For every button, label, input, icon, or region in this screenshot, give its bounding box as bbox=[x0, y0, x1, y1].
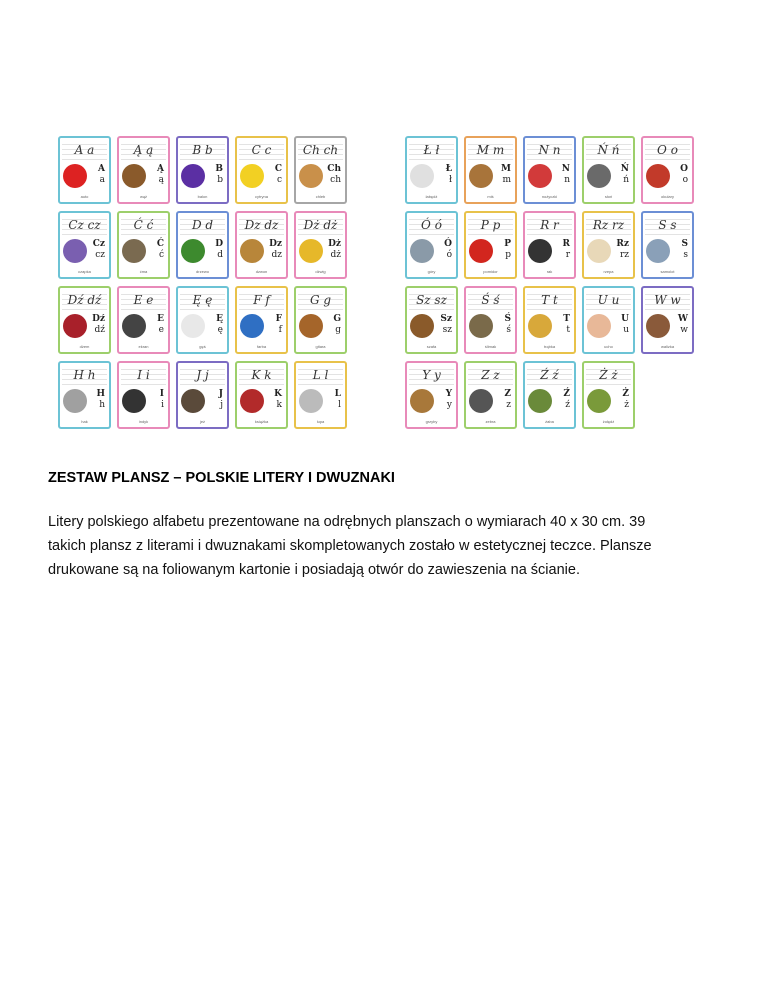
letter-card bbox=[235, 211, 288, 279]
letter-card bbox=[405, 361, 458, 429]
lowercase-letter: ó bbox=[446, 250, 452, 260]
lowercase-letter: y bbox=[446, 400, 452, 410]
example-word: ślimak bbox=[484, 344, 497, 349]
example-word: książka bbox=[254, 419, 269, 424]
uppercase-letter: Ó bbox=[444, 239, 452, 249]
letter-card bbox=[117, 361, 170, 429]
lowercase-letter: k bbox=[276, 400, 282, 410]
lowercase-letter: cz bbox=[95, 250, 105, 260]
letter-card bbox=[294, 361, 347, 429]
letter-card bbox=[117, 136, 170, 204]
cursive-letter: Ź ź bbox=[527, 365, 572, 385]
illustration-icon bbox=[240, 239, 264, 263]
cursive-letter: Dz dz bbox=[239, 215, 284, 235]
illustration-icon bbox=[587, 314, 611, 338]
illustration-icon bbox=[528, 239, 552, 263]
lowercase-letter: r bbox=[565, 250, 570, 260]
illustration-icon bbox=[410, 239, 434, 263]
uppercase-letter: Ą bbox=[157, 164, 164, 174]
document-heading: ZESTAW PLANSZ – POLSKIE LITERY I DWUZNAKI bbox=[48, 470, 395, 486]
illustration-icon bbox=[299, 389, 323, 413]
cursive-letter: Ń ń bbox=[586, 140, 631, 160]
letter-card bbox=[523, 361, 576, 429]
letter-card bbox=[235, 361, 288, 429]
letter-card bbox=[641, 286, 694, 354]
letter-card bbox=[641, 136, 694, 204]
lowercase-letter: dź bbox=[94, 325, 105, 335]
letter-card bbox=[464, 136, 517, 204]
uppercase-letter: Ś bbox=[504, 314, 511, 324]
illustration-icon bbox=[528, 389, 552, 413]
cursive-letter: Sz sz bbox=[409, 290, 454, 310]
letter-card bbox=[176, 286, 229, 354]
illustration-icon bbox=[240, 314, 264, 338]
example-word: góry bbox=[427, 269, 436, 274]
cursive-letter: Z z bbox=[468, 365, 513, 385]
uppercase-letter: B bbox=[215, 164, 223, 174]
lowercase-letter: dz bbox=[271, 250, 282, 260]
letter-card bbox=[405, 136, 458, 204]
cursive-letter: H h bbox=[62, 365, 107, 385]
lowercase-letter: p bbox=[505, 250, 511, 260]
uppercase-letter: K bbox=[274, 389, 282, 399]
uppercase-letter: N bbox=[561, 164, 570, 174]
cursive-letter: Ch ch bbox=[298, 140, 343, 160]
lowercase-letter: l bbox=[338, 400, 341, 410]
example-word: miś bbox=[487, 194, 494, 199]
lowercase-letter: sz bbox=[442, 325, 452, 335]
illustration-icon bbox=[410, 164, 434, 188]
illustration-icon bbox=[469, 389, 493, 413]
illustration-icon bbox=[122, 314, 146, 338]
uppercase-letter: O bbox=[680, 164, 688, 174]
letter-card bbox=[117, 286, 170, 354]
lowercase-letter: s bbox=[683, 250, 688, 260]
letter-card bbox=[58, 136, 111, 204]
lowercase-letter: a bbox=[99, 175, 105, 185]
cursive-letter: P p bbox=[468, 215, 513, 235]
lowercase-letter: f bbox=[278, 325, 282, 335]
illustration-icon bbox=[181, 389, 205, 413]
cursive-letter: C c bbox=[239, 140, 284, 160]
letter-card bbox=[464, 211, 517, 279]
lowercase-letter: i bbox=[161, 400, 164, 410]
example-word: walizka bbox=[660, 344, 675, 349]
example-word: gitara bbox=[315, 344, 326, 349]
lowercase-letter: g bbox=[335, 325, 341, 335]
cursive-letter: G g bbox=[298, 290, 343, 310]
illustration-icon bbox=[63, 239, 87, 263]
illustration-icon bbox=[528, 164, 552, 188]
example-word: dżem bbox=[79, 344, 90, 349]
example-word: lupa bbox=[316, 419, 325, 424]
cursive-letter: Cz cz bbox=[62, 215, 107, 235]
example-word: łabędź bbox=[425, 194, 438, 199]
letter-card bbox=[523, 211, 576, 279]
illustration-icon bbox=[181, 314, 205, 338]
uppercase-letter: D bbox=[215, 239, 223, 249]
cursive-letter: I i bbox=[121, 365, 166, 385]
lowercase-letter: u bbox=[623, 325, 629, 335]
letter-card bbox=[582, 136, 635, 204]
uppercase-letter: A bbox=[98, 164, 105, 174]
lowercase-letter: w bbox=[680, 325, 688, 335]
lowercase-letter: c bbox=[276, 175, 282, 185]
lowercase-letter: ź bbox=[565, 400, 570, 410]
illustration-icon bbox=[299, 239, 323, 263]
cursive-letter: Rz rz bbox=[586, 215, 631, 235]
lowercase-letter: ł bbox=[449, 175, 452, 185]
letter-card bbox=[523, 286, 576, 354]
letter-card bbox=[582, 286, 635, 354]
example-word: szafa bbox=[426, 344, 437, 349]
cursive-letter: L l bbox=[298, 365, 343, 385]
illustration-icon bbox=[181, 164, 205, 188]
cursive-letter: Ć ć bbox=[121, 215, 166, 235]
illustration-icon bbox=[410, 314, 434, 338]
letter-card bbox=[294, 136, 347, 204]
lowercase-letter: d bbox=[217, 250, 223, 260]
description-paragraph: Litery polskiego alfabetu prezentowane na odrębnych planszach o wymiarach 40 x 30 cm. 39 takich plansz z literami i dwuznakami skompletowanych zostało w estetycznej teczce. Plansze drukowane są na foliowanym kartonie i posiadają otwór do zawieszenia na ścianie. bbox=[48, 514, 652, 578]
uppercase-letter: Z bbox=[504, 389, 511, 399]
illustration-icon bbox=[299, 314, 323, 338]
example-word: rzepa bbox=[603, 269, 614, 274]
lowercase-letter: z bbox=[506, 400, 511, 410]
lowercase-letter: t bbox=[566, 325, 570, 335]
uppercase-letter: Dz bbox=[269, 239, 282, 249]
example-word: pomidor bbox=[483, 269, 498, 274]
lowercase-letter: ń bbox=[623, 175, 629, 185]
cursive-letter: W w bbox=[645, 290, 690, 310]
letter-card bbox=[58, 361, 111, 429]
lowercase-letter: e bbox=[158, 325, 164, 335]
example-word: ekran bbox=[138, 344, 149, 349]
letter-card bbox=[582, 361, 635, 429]
lowercase-letter: m bbox=[502, 175, 511, 185]
uppercase-letter: Ch bbox=[327, 164, 341, 174]
lowercase-letter: h bbox=[99, 400, 105, 410]
example-word: auto bbox=[80, 194, 89, 199]
example-word: indyk bbox=[138, 419, 149, 424]
uppercase-letter: F bbox=[275, 314, 282, 324]
illustration-icon bbox=[469, 314, 493, 338]
illustration-icon bbox=[240, 164, 264, 188]
example-word: dzwon bbox=[255, 269, 268, 274]
illustration-icon bbox=[587, 389, 611, 413]
cursive-letter: Ę ę bbox=[180, 290, 225, 310]
illustration-icon bbox=[646, 239, 670, 263]
uppercase-letter: Ł bbox=[445, 164, 452, 174]
uppercase-letter: Sz bbox=[440, 314, 452, 324]
example-word: jeż bbox=[199, 419, 206, 424]
cursive-letter: J j bbox=[180, 365, 225, 385]
example-word: dźwig bbox=[315, 269, 326, 274]
cursive-letter: S s bbox=[645, 215, 690, 235]
cursive-letter: B b bbox=[180, 140, 225, 160]
example-word: zebra bbox=[485, 419, 496, 424]
uppercase-letter: Ż bbox=[622, 389, 629, 399]
uppercase-letter: C bbox=[274, 164, 282, 174]
uppercase-letter: H bbox=[96, 389, 105, 399]
cursive-letter: Y y bbox=[409, 365, 454, 385]
lowercase-letter: ć bbox=[158, 250, 164, 260]
uppercase-letter: Cz bbox=[92, 239, 105, 249]
uppercase-letter: I bbox=[159, 389, 164, 399]
illustration-icon bbox=[469, 164, 493, 188]
uppercase-letter: Ń bbox=[620, 164, 629, 174]
example-word: ćma bbox=[139, 269, 148, 274]
lowercase-letter: ą bbox=[158, 175, 164, 185]
cursive-letter: Dź dź bbox=[62, 290, 107, 310]
letter-card bbox=[235, 286, 288, 354]
uppercase-letter: Ę bbox=[216, 314, 223, 324]
uppercase-letter: Ź bbox=[563, 389, 570, 399]
uppercase-letter: U bbox=[621, 314, 629, 324]
example-word: samolot bbox=[660, 269, 675, 274]
uppercase-letter: G bbox=[333, 314, 341, 324]
cursive-letter: U u bbox=[586, 290, 631, 310]
uppercase-letter: T bbox=[563, 314, 570, 324]
alphabet-cards-right bbox=[405, 136, 696, 429]
cursive-letter: Ó ó bbox=[409, 215, 454, 235]
illustration-icon bbox=[122, 389, 146, 413]
cursive-letter: Dż dż bbox=[298, 215, 343, 235]
illustration-icon bbox=[410, 389, 434, 413]
example-word: żołędź bbox=[602, 419, 615, 424]
lowercase-letter: o bbox=[682, 175, 688, 185]
uppercase-letter: Rz bbox=[616, 239, 629, 249]
letter-card bbox=[405, 286, 458, 354]
example-word: grzyby bbox=[425, 419, 438, 424]
letter-card bbox=[523, 136, 576, 204]
illustration-icon bbox=[63, 164, 87, 188]
cursive-letter: D d bbox=[180, 215, 225, 235]
example-word: cytryna bbox=[255, 194, 268, 199]
letter-card bbox=[582, 211, 635, 279]
letter-card bbox=[176, 361, 229, 429]
uppercase-letter: Ć bbox=[156, 239, 164, 249]
cursive-letter: Ś ś bbox=[468, 290, 513, 310]
letter-card bbox=[294, 286, 347, 354]
cursive-letter: M m bbox=[468, 140, 513, 160]
letter-card bbox=[58, 211, 111, 279]
cursive-letter: Ł ł bbox=[409, 140, 454, 160]
illustration-icon bbox=[299, 164, 323, 188]
example-word: wąż bbox=[139, 194, 148, 199]
letter-card bbox=[117, 211, 170, 279]
lowercase-letter: ś bbox=[506, 325, 511, 335]
lowercase-letter: ę bbox=[217, 325, 223, 335]
illustration-icon bbox=[587, 239, 611, 263]
illustration-icon bbox=[646, 314, 670, 338]
example-word: gęś bbox=[199, 344, 206, 349]
uppercase-letter: J bbox=[218, 389, 223, 399]
example-word: hak bbox=[81, 419, 88, 424]
illustration-icon bbox=[587, 164, 611, 188]
example-word: drzewo bbox=[196, 269, 209, 274]
letter-card bbox=[464, 361, 517, 429]
illustration-icon bbox=[63, 314, 87, 338]
cursive-letter: Ż ż bbox=[586, 365, 631, 385]
uppercase-letter: E bbox=[157, 314, 164, 324]
lowercase-letter: ch bbox=[330, 175, 341, 185]
example-word: trąbka bbox=[543, 344, 556, 349]
cursive-letter: F f bbox=[239, 290, 284, 310]
example-word: farba bbox=[256, 344, 267, 349]
uppercase-letter: S bbox=[681, 239, 688, 249]
illustration-icon bbox=[63, 389, 87, 413]
illustration-icon bbox=[181, 239, 205, 263]
uppercase-letter: R bbox=[562, 239, 570, 249]
cursive-letter: T t bbox=[527, 290, 572, 310]
cursive-letter: A a bbox=[62, 140, 107, 160]
cursive-letter: K k bbox=[239, 365, 284, 385]
example-word: nożyczki bbox=[541, 194, 558, 199]
uppercase-letter: W bbox=[677, 314, 688, 324]
uppercase-letter: M bbox=[501, 164, 511, 174]
lowercase-letter: ż bbox=[624, 400, 629, 410]
letter-card bbox=[464, 286, 517, 354]
letter-card bbox=[58, 286, 111, 354]
example-word: słoń bbox=[604, 194, 613, 199]
lowercase-letter: rz bbox=[619, 250, 629, 260]
letter-card bbox=[235, 136, 288, 204]
letter-card bbox=[294, 211, 347, 279]
lowercase-letter: j bbox=[220, 400, 223, 410]
illustration-icon bbox=[646, 164, 670, 188]
uppercase-letter: P bbox=[504, 239, 511, 249]
example-word: czapka bbox=[78, 269, 91, 274]
uppercase-letter: Y bbox=[445, 389, 452, 399]
example-word: balon bbox=[197, 194, 208, 199]
letter-card bbox=[405, 211, 458, 279]
example-word: okulary bbox=[661, 194, 674, 199]
illustration-icon bbox=[240, 389, 264, 413]
illustration-icon bbox=[122, 164, 146, 188]
uppercase-letter: L bbox=[334, 389, 341, 399]
illustration-icon bbox=[469, 239, 493, 263]
cursive-letter: Ą ą bbox=[121, 140, 166, 160]
example-word: chleb bbox=[315, 194, 326, 199]
illustration-icon bbox=[528, 314, 552, 338]
lowercase-letter: dż bbox=[330, 250, 341, 260]
lowercase-letter: n bbox=[564, 175, 570, 185]
example-word: rak bbox=[546, 269, 553, 274]
example-word: żaba bbox=[545, 419, 554, 424]
cursive-letter: O o bbox=[645, 140, 690, 160]
cursive-letter: N n bbox=[527, 140, 572, 160]
letter-card bbox=[176, 211, 229, 279]
cursive-letter: E e bbox=[121, 290, 166, 310]
illustration-icon bbox=[122, 239, 146, 263]
cursive-letter: R r bbox=[527, 215, 572, 235]
lowercase-letter: b bbox=[217, 175, 223, 185]
uppercase-letter: Dź bbox=[92, 314, 105, 324]
uppercase-letter: Dż bbox=[328, 239, 341, 249]
example-word: ucho bbox=[604, 344, 613, 349]
letter-card bbox=[176, 136, 229, 204]
letter-card bbox=[641, 211, 694, 279]
alphabet-cards-left bbox=[58, 136, 349, 429]
